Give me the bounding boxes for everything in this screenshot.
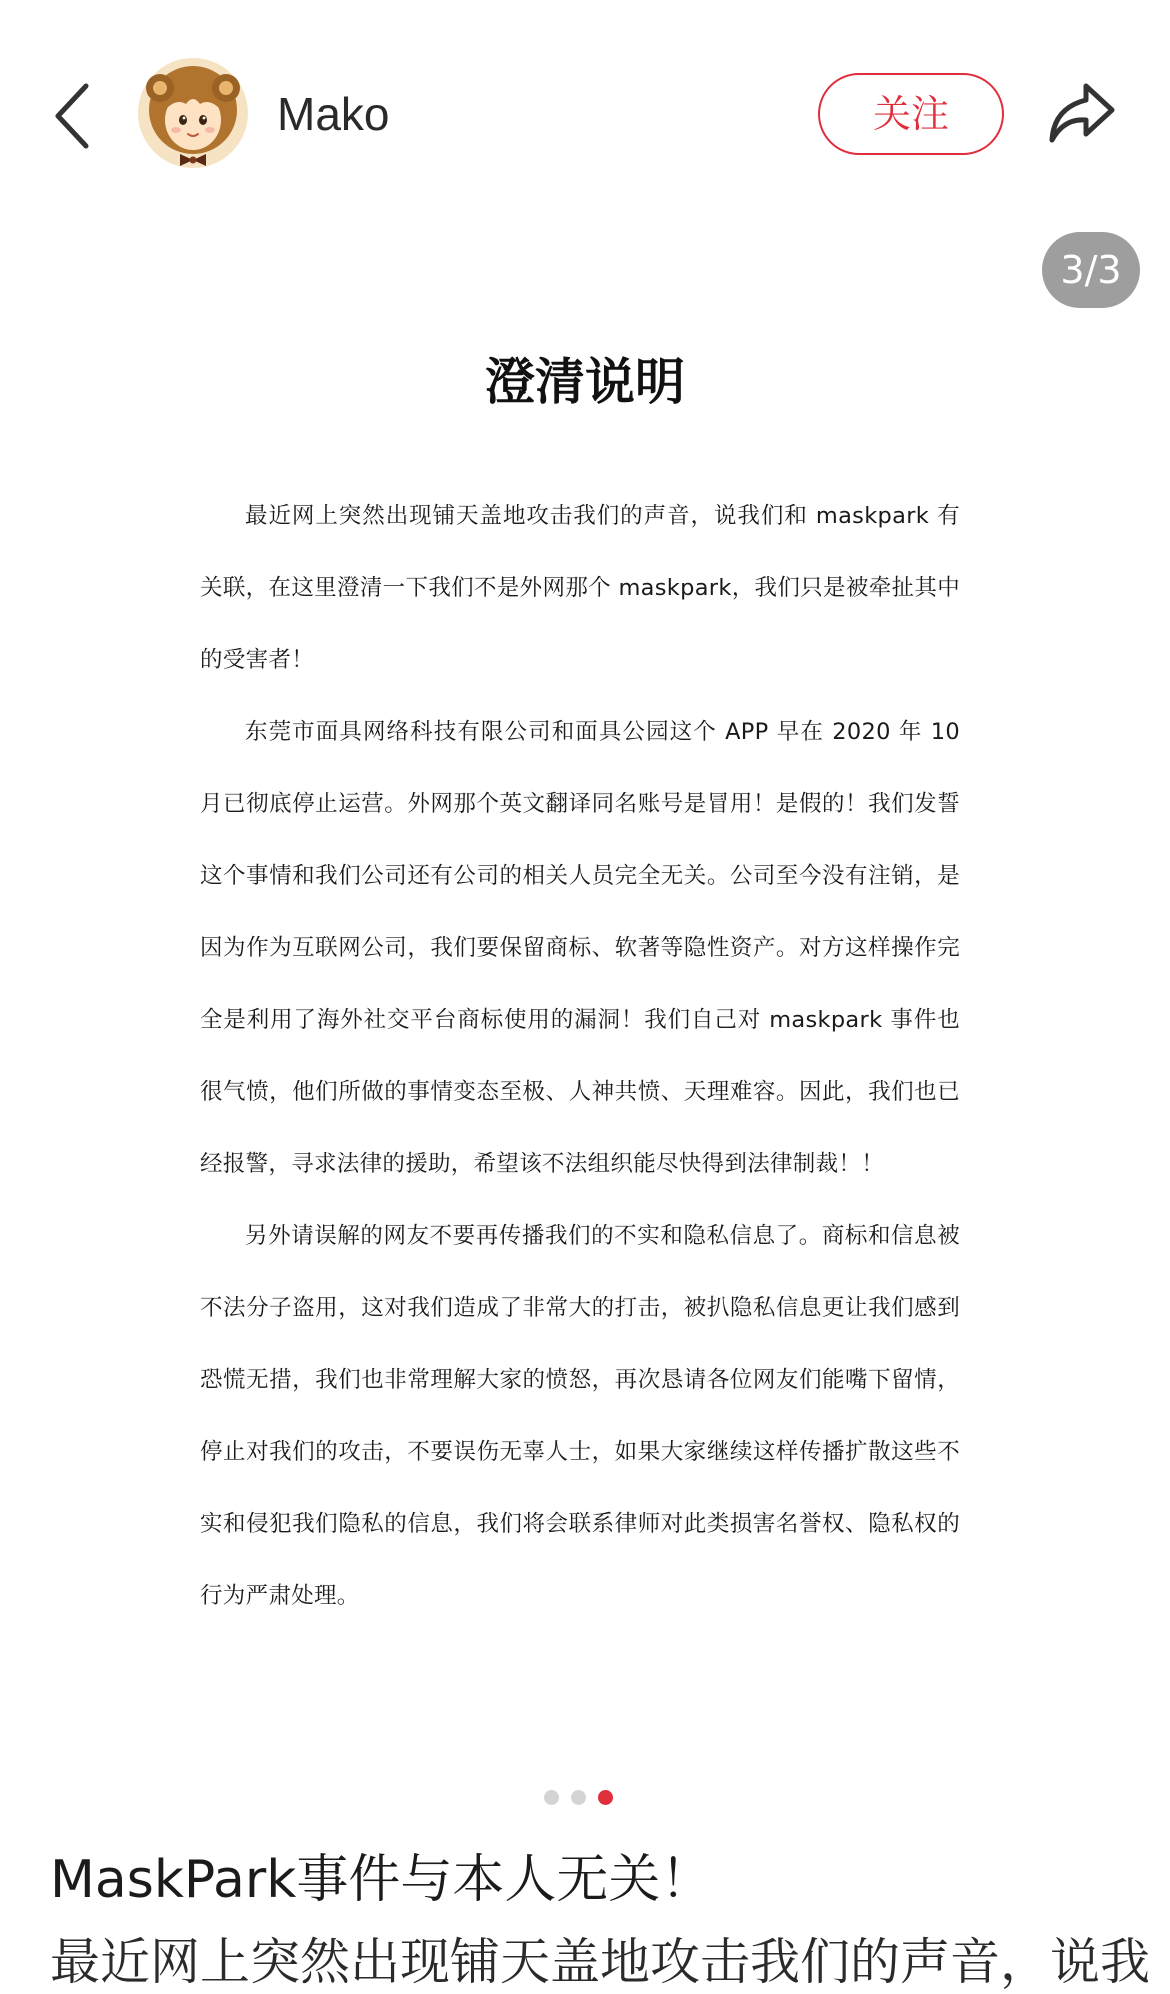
back-button[interactable]: [48, 78, 98, 154]
share-arrow-icon: [1046, 80, 1118, 146]
carousel-dot-active[interactable]: [598, 1790, 613, 1805]
lion-avatar-icon: [138, 58, 248, 168]
document-paragraph: 另外请误解的网友不要再传播我们的不实和隐私信息了。商标和信息被不法分子盗用，这对我们造成了非常大的打击，被扒隐私信息更让我们感到恐慌无措，我们也非常理解大家的愤怒，再次恳请各位网友们能嘴下留情，停止对我们的攻击，不要误伤无辜人士，如果大家继续这样传播扩散这些不实和侵犯我们隐私的信息，我们将会联系律师对此类损害名誉权、隐私权的行为严肃处理。: [200, 1223, 960, 1609]
carousel-dot[interactable]: [544, 1790, 559, 1805]
document-paragraph: 东莞市面具网络科技有限公司和面具公园这个 APP 早在 2020 年 10 月已彻底停止运营。外网那个英文翻译同名账号是冒用！是假的！我们发誓这个事情和我们公司还有公司的相关人员完全无关。公司至今没有注销，是因为作为互联网公司，我们要保留商标、软著等隐性资产。对方这样操作完全是利用了海外社交平台商标使用的漏洞！我们自己对 maskpark 事件也很气愤，他们所做的事情变态至极、人神共愤、天理难容。因此，我们也已经报警，寻求法律的援助，希望该不法组织能尽快得到法律制裁！！: [200, 719, 960, 1177]
chevron-left-icon: [48, 78, 98, 154]
carousel-dots[interactable]: [544, 1790, 613, 1808]
username[interactable]: Mako: [277, 88, 390, 140]
share-button[interactable]: [1046, 80, 1118, 146]
document-paragraph: 最近网上突然出现铺天盖地攻击我们的声音，说我们和 maskpark 有关联，在这里澄清一下我们不是外网那个 maskpark，我们只是被牵扯其中的受害者！: [200, 503, 960, 673]
post-snippet[interactable]: [50, 1930, 1150, 1991]
post-title: MaskPark事件与本人无关！: [50, 1850, 713, 1910]
avatar[interactable]: [138, 58, 248, 168]
top-bar: [0, 0, 1170, 230]
post-snippet-text: 最近网上突然出现铺天盖地攻击我们的声音，说我: [50, 1933, 1150, 1991]
follow-button[interactable]: 关注: [818, 73, 1004, 155]
carousel-dot[interactable]: [571, 1790, 586, 1805]
document-title: 澄清说明: [485, 353, 685, 411]
document-body: [200, 480, 960, 1632]
page-indicator: 3/3: [1042, 232, 1140, 308]
